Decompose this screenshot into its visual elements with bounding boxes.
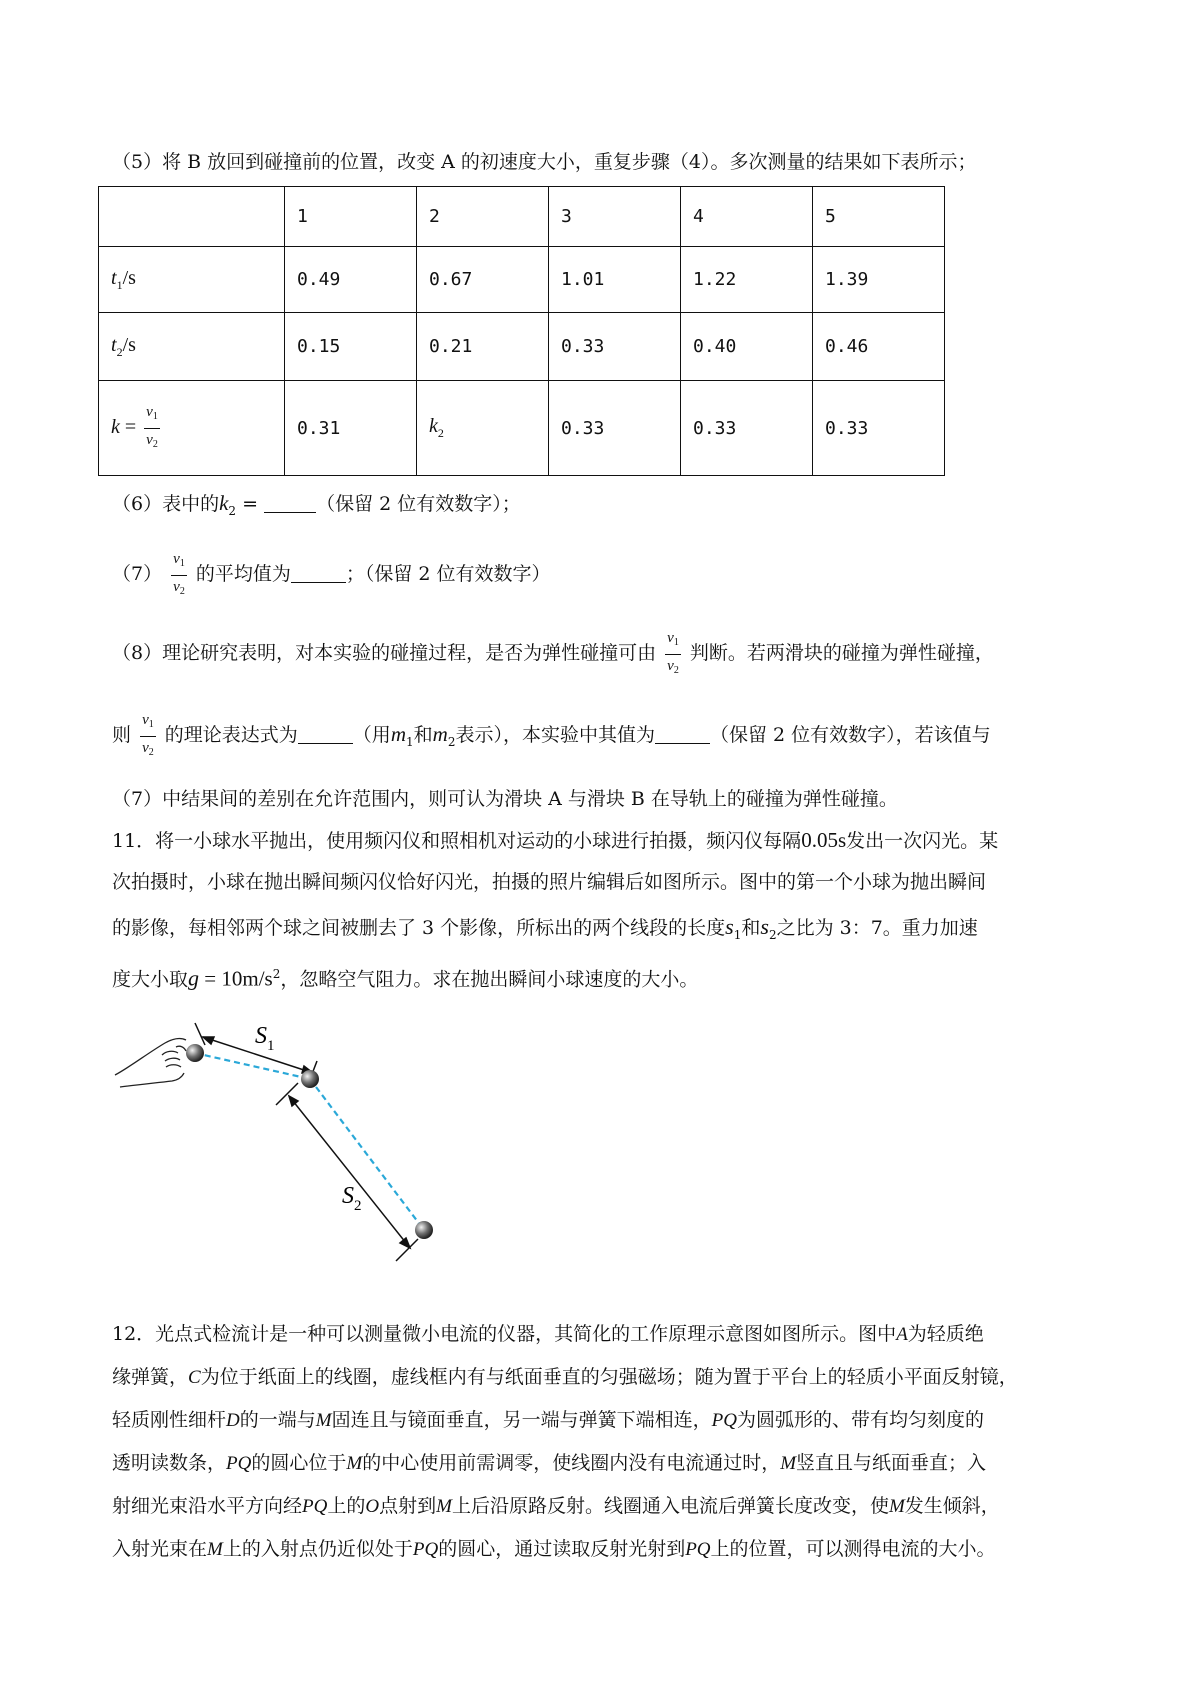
var-s: s xyxy=(725,914,734,939)
q11-line2 xyxy=(112,870,986,894)
q7-suffix: ；（保留 2 位有效数字） xyxy=(345,563,551,585)
q12-line6 xyxy=(112,1537,996,1562)
table-row-k xyxy=(99,381,945,476)
table-header-cell: 1 xyxy=(285,187,417,247)
q11-text: 次拍摄时，小球在抛出瞬间频闪仪恰好闪光，拍摄的照片编辑后如图所示。图中的第一个小球为抛出瞬间 xyxy=(112,871,987,893)
q6-suffix: （保留 2 位有效数字）； xyxy=(316,493,521,515)
fraction-v1-v2 xyxy=(144,401,160,456)
label-s2-sub: 2 xyxy=(354,1198,362,1214)
dimension-markers xyxy=(195,1023,418,1261)
subscript: 2 xyxy=(447,735,456,749)
table-header-cell: 2 xyxy=(417,187,549,247)
q12-text: 的圆心位于 xyxy=(251,1452,347,1474)
var-m: m xyxy=(390,722,406,746)
table-cell: 0.31 xyxy=(285,381,417,476)
q12-text: 入射光束在 xyxy=(112,1538,208,1560)
q8-line3 xyxy=(112,787,898,811)
var-v: v xyxy=(667,657,674,674)
table-cell: 0.33 xyxy=(549,381,681,476)
arrowhead xyxy=(400,1238,410,1248)
q12-text: 为圆弧形的、带有均匀刻度的 xyxy=(736,1409,984,1431)
q8-text: 则 xyxy=(112,724,132,746)
unit: /s xyxy=(122,333,136,356)
table-cell: 0.49 xyxy=(285,247,417,313)
var-PQ: PQ xyxy=(685,1539,711,1560)
q11-text: 度大小取 xyxy=(112,968,189,991)
var-s: s xyxy=(760,914,769,939)
var-M: M xyxy=(780,1453,797,1474)
table-cell: 0.40 xyxy=(681,313,813,381)
ball-1 xyxy=(186,1044,204,1062)
table-cell: 0.15 xyxy=(285,313,417,381)
var-C: C xyxy=(188,1367,201,1388)
fraction-numerator xyxy=(665,627,681,655)
row-label-t1 xyxy=(99,247,285,313)
subscript: 2 xyxy=(116,344,123,359)
var-A: A xyxy=(896,1324,908,1345)
var-v: v xyxy=(667,629,674,646)
q6-line xyxy=(112,491,521,523)
subscript: 1 xyxy=(179,557,185,569)
var-v: v xyxy=(142,739,149,756)
fraction-v1-v2 xyxy=(140,709,156,764)
var-M: M xyxy=(436,1496,452,1517)
fraction-v1-v2 xyxy=(665,627,681,682)
var-PQ: PQ xyxy=(412,1539,439,1560)
var-v: v xyxy=(146,403,153,420)
balls xyxy=(186,1044,433,1239)
answer-blank[interactable] xyxy=(655,725,710,744)
q12-text: 上的入射点仍近似处于 xyxy=(222,1538,413,1560)
subscript: 1 xyxy=(405,735,414,749)
gravity-value: = 10m/s xyxy=(199,966,273,991)
q11-text: 之比为 3：7。重力加速 xyxy=(776,917,978,939)
q8-text: （用 xyxy=(352,724,391,746)
unit: /s xyxy=(122,266,136,289)
q12-line1 xyxy=(112,1322,984,1347)
fraction-denominator xyxy=(665,655,681,682)
q12-text: 轻质刚性细杆 xyxy=(112,1409,227,1431)
tick-mark xyxy=(195,1023,205,1045)
var-O: O xyxy=(365,1496,380,1517)
q12-text: 上后沿原路反射。线圈通入电流后弹簧长度改变，使 xyxy=(451,1495,889,1517)
q12-text: 射细光束沿水平方向经 xyxy=(112,1495,303,1517)
table-cell-k2 xyxy=(417,381,549,476)
q11-line1 xyxy=(112,828,998,853)
subscript: 1 xyxy=(733,928,742,942)
var-k: k xyxy=(429,415,438,437)
q12-text: 的一端与 xyxy=(239,1409,316,1431)
q8-line2 xyxy=(112,705,991,771)
table-cell: 0.33 xyxy=(681,381,813,476)
table-cell: 1.22 xyxy=(681,247,813,313)
subscript: 2 xyxy=(437,426,444,440)
table-row-t1 xyxy=(99,247,945,313)
equals-sign: = xyxy=(124,415,137,438)
var-k: k xyxy=(111,415,120,438)
q11-text: 的影像，每相邻两个球之间被删去了 3 个影像，所标出的两个线段的长度 xyxy=(112,917,726,939)
var-v: v xyxy=(146,431,153,448)
fraction-numerator xyxy=(171,548,187,576)
q11-text: ，忽略空气阻力。求在抛出瞬间小球速度的大小。 xyxy=(280,968,699,991)
q11-line3 xyxy=(112,915,978,947)
row-label-t2 xyxy=(99,313,285,381)
subscript: 2 xyxy=(179,585,185,597)
hand-illustration xyxy=(115,1039,186,1087)
projectile-figure xyxy=(110,1015,470,1265)
var-v: v xyxy=(173,578,180,595)
answer-blank[interactable] xyxy=(264,494,316,513)
var-M: M xyxy=(315,1410,332,1431)
fraction-v1-v2 xyxy=(171,548,187,603)
var-t: t xyxy=(111,266,117,289)
fraction-denominator xyxy=(171,576,187,603)
table-cell: 0.33 xyxy=(549,313,681,381)
equals-sign: = xyxy=(236,493,265,515)
subscript: 2 xyxy=(228,504,237,518)
table-header-row xyxy=(99,187,945,247)
q11-line4 xyxy=(112,962,698,991)
var-t: t xyxy=(111,333,117,356)
var-PQ: PQ xyxy=(226,1453,252,1474)
q12-text: 点射到 xyxy=(379,1495,437,1517)
subscript: 2 xyxy=(152,438,158,450)
subscript: 2 xyxy=(148,746,154,758)
label-s1-sub: 1 xyxy=(267,1038,275,1054)
q8-text: 判断。若两滑块的碰撞为弹性碰撞， xyxy=(689,642,994,664)
q11-text: 发出一次闪光。某 xyxy=(846,830,999,852)
var-M: M xyxy=(346,1453,363,1474)
q12-line5 xyxy=(112,1494,1000,1519)
q12-text: 为轻质绝 xyxy=(907,1323,984,1345)
ball-3 xyxy=(415,1221,433,1239)
q8-text: （7）中结果间的差别在允许范围内，则可认为滑块 A 与滑块 B 在导轨上的碰撞为弹性碰撞。 xyxy=(112,788,898,810)
var-PQ: PQ xyxy=(711,1410,737,1431)
fraction-denominator xyxy=(144,429,160,456)
fraction-numerator xyxy=(144,401,160,429)
fraction-numerator xyxy=(140,709,156,737)
q12-text: 12．光点式检流计是一种可以测量微小电流的仪器，其简化的工作原理示意图如图所示。图中 xyxy=(112,1323,897,1345)
q12-text: 上的 xyxy=(327,1495,366,1517)
answer-blank[interactable] xyxy=(298,725,353,744)
var-k: k xyxy=(219,491,229,515)
q6-prefix: （6）表中的 xyxy=(112,493,220,515)
var-M: M xyxy=(888,1496,905,1517)
q8-text: （保留 2 位有效数字），若该值与 xyxy=(709,724,991,746)
subscript: 2 xyxy=(673,664,679,676)
var-v: v xyxy=(173,550,180,567)
q12-text: 固连且与镜面垂直，另一端与弹簧下端相连， xyxy=(331,1409,712,1431)
ball-2 xyxy=(301,1070,319,1088)
row-label-k xyxy=(99,381,285,476)
q12-text: 竖直且与纸面垂直；入 xyxy=(796,1452,987,1474)
q12-text: 的中心使用前需调零，使线圈内没有电流通过时， xyxy=(362,1452,781,1474)
superscript: 2 xyxy=(272,967,281,981)
q12-text: 缘弹簧， xyxy=(112,1366,189,1388)
q7-line xyxy=(112,545,551,603)
flash-interval: 0.05s xyxy=(801,828,847,852)
q12-text: 发生倾斜， xyxy=(904,1495,1000,1517)
subscript: 1 xyxy=(673,636,679,648)
table-cell: 0.67 xyxy=(417,247,549,313)
label-s1-letter: S xyxy=(255,1023,267,1049)
answer-blank[interactable] xyxy=(291,564,346,583)
q12-text: 透明读数条， xyxy=(112,1452,227,1474)
var-m: m xyxy=(432,722,448,746)
table-cell: 0.33 xyxy=(813,381,945,476)
fraction-denominator xyxy=(140,737,156,764)
subscript: 1 xyxy=(148,718,154,730)
step5-text xyxy=(112,150,977,174)
label-s2 xyxy=(342,1183,362,1214)
table-corner-cell xyxy=(99,187,285,247)
dimension-line-s2 xyxy=(289,1096,410,1248)
table-row-t2 xyxy=(99,313,945,381)
table-header-cell: 3 xyxy=(549,187,681,247)
q12-text: 的圆心，通过读取反射光射到 xyxy=(438,1538,686,1560)
table-cell: 1.01 xyxy=(549,247,681,313)
q7-prefix: （7） xyxy=(112,563,163,585)
label-s2-letter: S xyxy=(342,1183,354,1209)
segment-s2 xyxy=(310,1079,424,1230)
table-cell: 1.39 xyxy=(813,247,945,313)
var-g: g xyxy=(188,965,200,991)
label-s1 xyxy=(255,1023,275,1054)
table-cell: 0.21 xyxy=(417,313,549,381)
var-M: M xyxy=(207,1539,223,1560)
q8-text: （8）理论研究表明，对本实验的碰撞过程，是否为弹性碰撞可由 xyxy=(112,642,657,664)
q12-line3 xyxy=(112,1408,984,1433)
q8-text: 和 xyxy=(413,724,433,746)
subscript: 1 xyxy=(116,277,123,292)
table-header-cell: 5 xyxy=(813,187,945,247)
var-PQ: PQ xyxy=(302,1496,328,1517)
q12-text: 上的位置，可以测得电流的大小。 xyxy=(710,1538,996,1560)
q12-line2 xyxy=(112,1365,1018,1390)
step5-text-content: （5）将 B 放回到碰撞前的位置，改变 A 的初速度大小，重复步骤（4）。多次测量的结果如下表所示； xyxy=(112,151,977,173)
q7-text: 的平均值为 xyxy=(195,563,291,585)
measurement-table xyxy=(98,186,945,476)
q8-text: 表示），本实验中其值为 xyxy=(455,724,655,746)
q12-text: 为位于纸面上的线圈，虚线框内有与纸面垂直的匀强磁场；随为置于平台上的轻质小平面反射镜， xyxy=(200,1366,1018,1388)
q11-text: 11．将一小球水平抛出，使用频闪仪和照相机对运动的小球进行拍摄，频闪仪每隔 xyxy=(112,830,802,852)
table-cell: 0.46 xyxy=(813,313,945,381)
table-header-cell: 4 xyxy=(681,187,813,247)
var-D: D xyxy=(226,1410,240,1431)
var-v: v xyxy=(142,711,149,728)
q8-text: 的理论表达式为 xyxy=(164,724,298,746)
subscript: 1 xyxy=(152,410,158,422)
q8-line1 xyxy=(112,624,994,682)
q11-text: 和 xyxy=(741,917,761,939)
q12-line4 xyxy=(112,1451,986,1476)
subscript: 2 xyxy=(768,928,777,942)
